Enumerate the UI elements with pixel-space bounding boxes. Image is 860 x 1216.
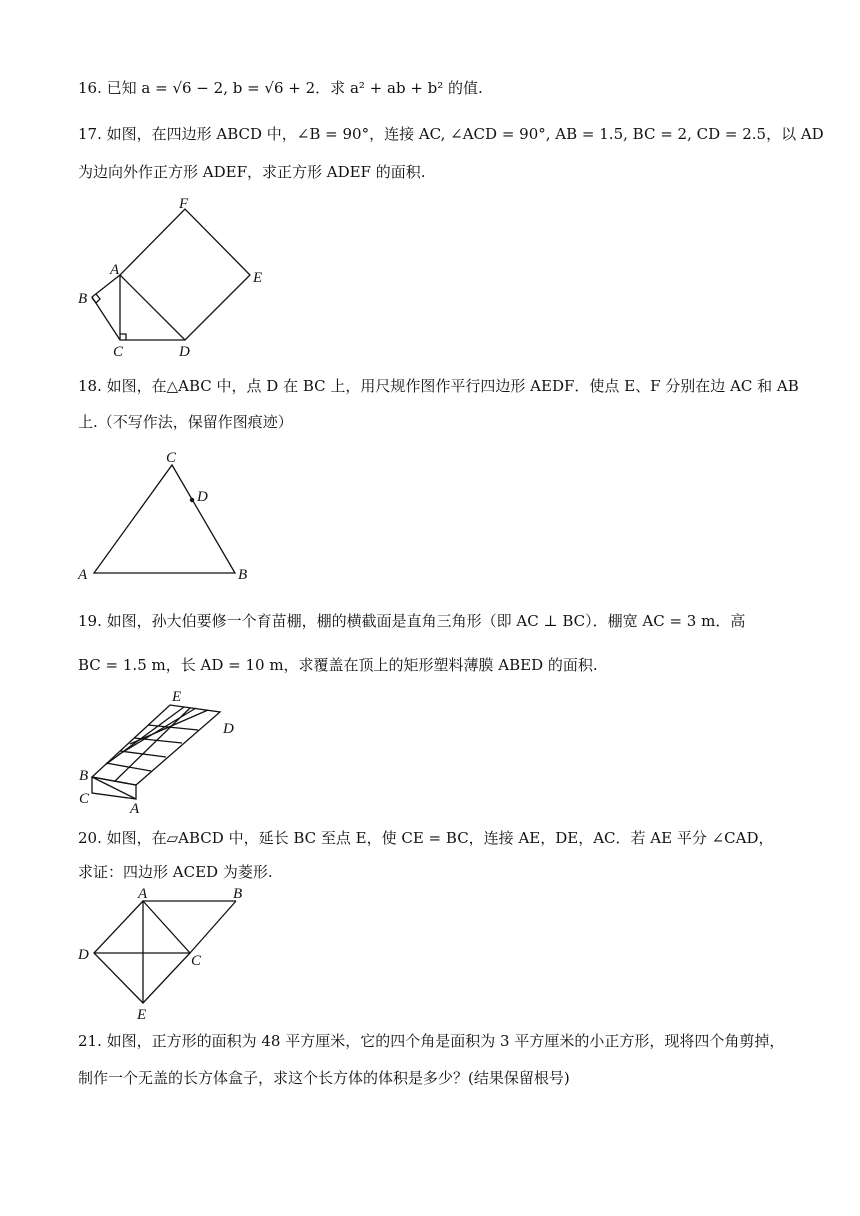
problem-20-text-line1: 20. 如图，在▱ABCD 中，延长 BC 至点 E，使 CE = BC，连接 AE，DE，AC．若 AE 平分 ∠CAD， [78,829,774,847]
label-c: C [191,953,202,969]
problem-17-figure [70,195,280,365]
label-b: B [238,567,248,583]
label-c: C [166,450,177,466]
right-angle-c [120,334,126,340]
problem-20-text-line2: 求证：四边形 ACED 为菱形. [78,863,273,881]
segment-bc [190,901,236,953]
label-d: D [179,344,190,360]
label-b: B [78,291,88,307]
problem-16-text: 16. 已知 a = √6 − 2, b = √6 + 2．求 a² + ab + b² 的值. [78,79,483,97]
problem-20-figure [70,885,270,1025]
label-d: D [197,489,208,505]
point-d [190,498,194,502]
problem-18-figure [70,445,270,585]
grid-line [120,751,166,757]
triangle-abc [94,465,235,573]
grid-line [106,763,151,771]
label-e: E [253,270,263,286]
label-f: F [179,196,189,212]
problem-18-text-line1: 18. 如图，在△ABC 中，点 D 在 BC 上，用尺规作图作平行四边形 AEDF．使点 E、F 分别在边 AC 和 AB [78,377,799,395]
problem-21-text-line2: 制作一个无盖的长方体盒子，求这个长方体的体积是多少？(结果保留根号) [78,1069,570,1087]
label-a: A [138,886,148,902]
label-e: E [137,1007,147,1023]
label-a: A [130,801,140,815]
label-a: A [78,567,88,583]
problem-19-text-line1: 19. 如图，孙大伯要修一个育苗棚，棚的横截面是直角三角形（即 AC ⊥ BC）．棚宽 AC = 3 m．高 [78,612,746,630]
problem-19-text-line2: BC = 1.5 m，长 AD = 10 m，求覆盖在顶上的矩形塑料薄膜 ABED 的面积. [78,656,598,674]
label-d: D [78,947,89,963]
label-b: B [79,768,89,784]
label-c: C [113,344,124,360]
square-adef [120,209,250,340]
label-a: A [110,262,120,278]
film-abed [92,705,220,785]
problem-17-text-line1: 17. 如图，在四边形 ABCD 中，∠B = 90°，连接 AC, ∠ACD = 90°, AB = 1.5, BC = 2, CD = 2.5，以 AD [78,125,824,143]
label-e: E [172,689,182,705]
problem-18-text-line2: 上.（不写作法，保留作图痕迹） [78,413,293,431]
label-b: B [233,886,243,902]
label-c: C [79,791,90,807]
problem-19-figure [70,685,250,815]
grid-line [118,708,196,755]
problem-21-text-line1: 21. 如图，正方形的面积为 48 平方厘米，它的四个角是面积为 3 平方厘米的小正方形，现将四个角剪掉， [78,1032,785,1050]
problem-17-text-line2: 为边向外作正方形 ADEF，求正方形 ADEF 的面积. [78,163,426,181]
grid-line [105,707,184,765]
quad-abcd [92,275,185,340]
label-d: D [223,721,234,737]
rhombus-aced [94,901,190,1003]
